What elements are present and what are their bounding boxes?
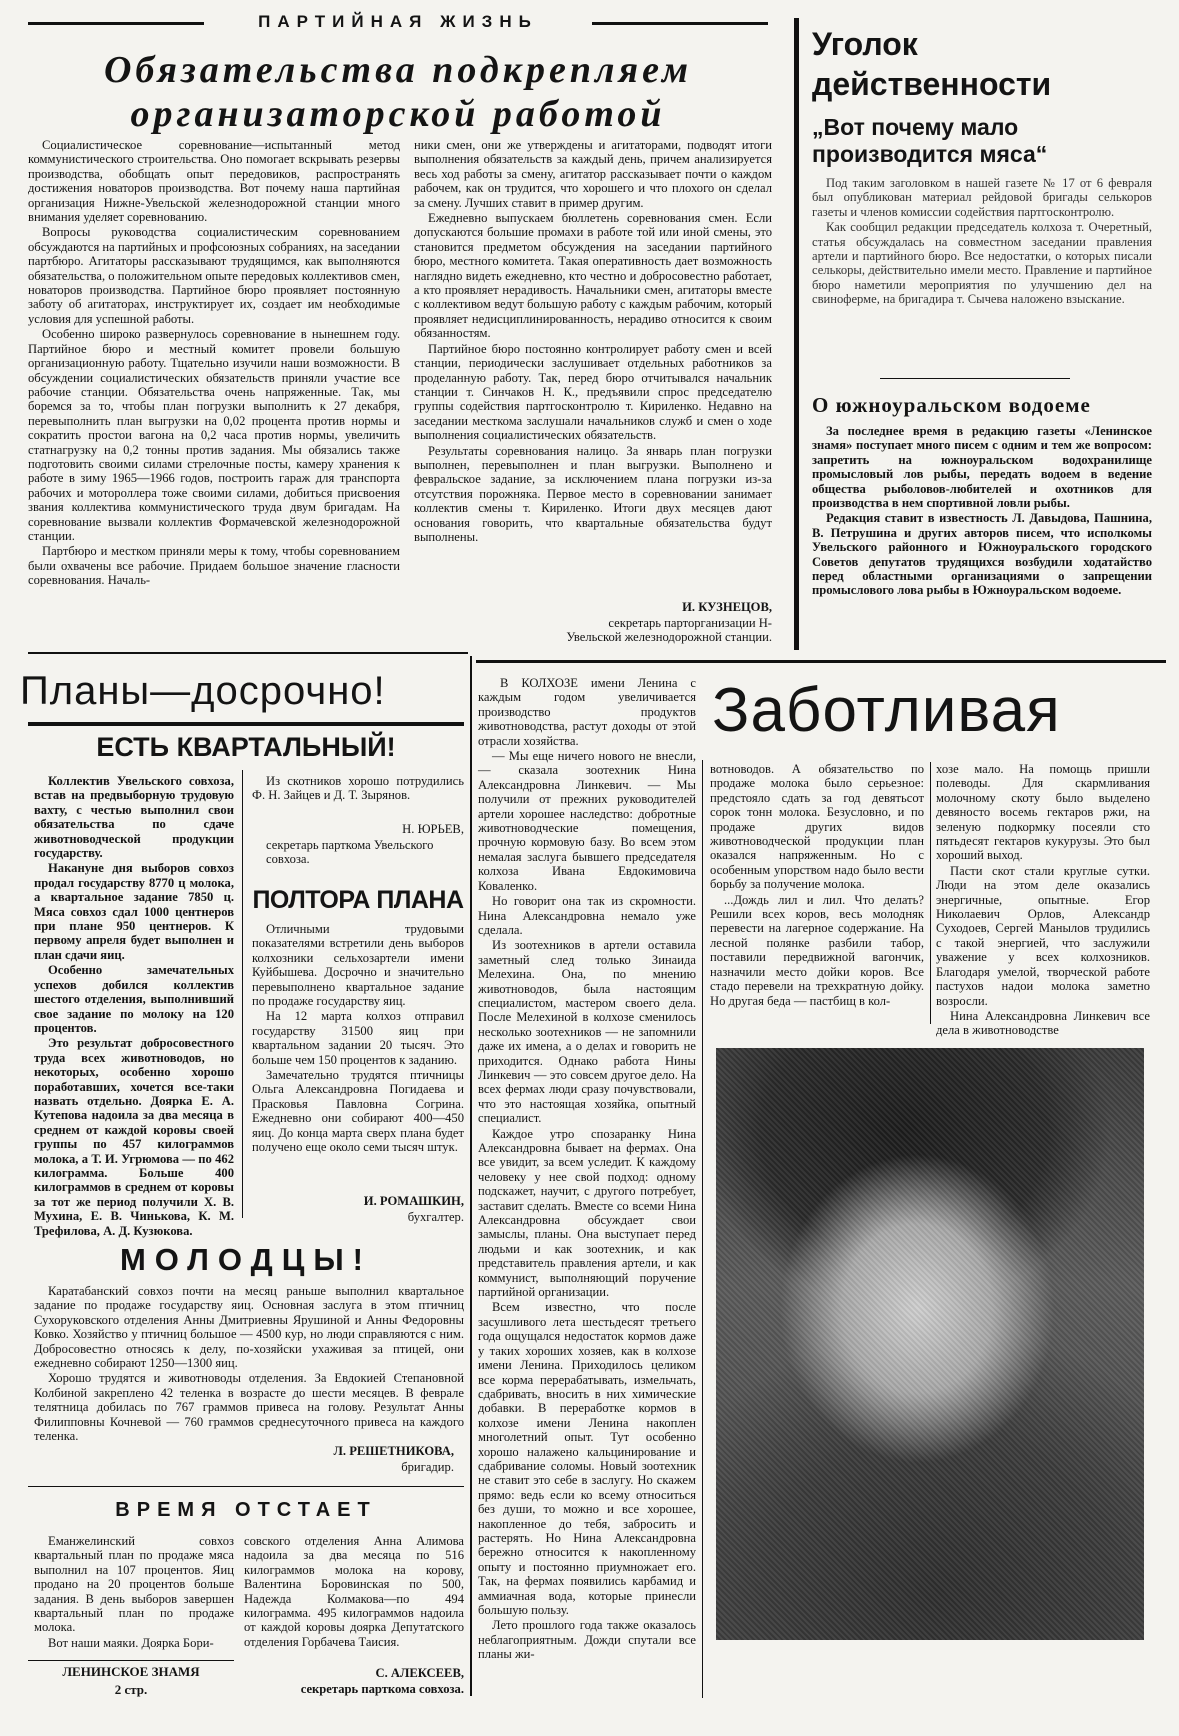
header-rule-left <box>28 22 204 25</box>
paragraph: — Мы еще ничего нового не внесли, — сказала зоотехник Нина Александровна Линкевич. — Мы получили от прежних руководителей артели хорошее наследство: добротные животноводческие помещения, прочную кормовую базу. Во всем этом немалая заслуга бывшего председателя колхоза Ивана Евдокимовича Коваленко. <box>478 749 696 893</box>
paragraph: На 12 марта колхоз отправил государству 31500 яиц при квартальном задании 20 тысяч. Это больше чем 150 процентов к заданию. <box>252 1009 464 1067</box>
well-done-body <box>34 1284 464 1460</box>
paragraph: Особенно широко развернулось соревнование в нынешнем году. Партийное бюро и местный комитет провели большую организационную работу. Тщательно изучили наши возможности. В обсуждении социалистических обязательств приняли участие все рабочие станции. Обязательства очень напряженные. Так, мы боремся за то, чтобы план погрузки выполнить к 27 декабря, перевыполнить план выгрузки на 0,02 процента против нормы и сократить простои вагона на 0,2 часа против нормы, увеличить статнагрузку на 0,2 тонны против задания. Мы обязались также подготовить своими силами стрелочные посты, камеру хранения к работе в зиму 1965—1966 годов, построить гараж для транспорта рабочих и мотороллера тоже своими силами, добиться присвоения звания коллектива коммунистического труда двум бригадам. На соревнование вызвали коллектив Формачевской железнодорожной станции. <box>28 327 400 543</box>
paragraph: Всем известно, что после засушливого лета шестьдесят третьего года ощущался недостаток кормов даже у таких хороших хозяев, как в колхозе имени Ленина. Приходилось целиком все корма перерабатывать, измельчать, сдабривать, вносить в них химические добавки. В переработке кормов в колхозе имени Ленина накоплен многолетний опыт. Тут особенно хорошо налажено кальцинирование и сдабривание соломы. Новый зоотехник не ставит это себе в заслугу. Но скажем прямо: ведь если ко всему относиться без души, то можно и все хорошее, накопленное до тебя, забросить и растерять. Но Нина Александровна бережно относится к накопленному опыту и постоянно приумножает его. Так, на фермах появились карбамид и аммиачная вода, которые принесли большую пользу. <box>478 1300 696 1617</box>
well-done-title: МОЛОДЦЫ! <box>119 1242 373 1277</box>
paragraph: совского отделения Анна Алимова надоила за два месяца по 516 килограммов молока на корову, Валентина Боровинская по 500, Надежда Колмакова—по 494 килограмма. 495 килограммов надоила от каждой коровы доярка Депутатского отделения Горбачева Таисия. <box>244 1534 464 1649</box>
time-signature: С. АЛЕКСЕЕВ, <box>375 1666 464 1680</box>
paragraph: За последнее время в редакцию газеты «Ленинское знамя» поступает много писем с одним и тем же вопросом: запретить на южноуральском водохранилище промысловый лов рыбы, передать водоем в ведение общества рыболовов-любителей и охотников для производства в нем спортивной ловли рыбы. <box>812 424 1152 511</box>
party-headline-line2: организаторской работой <box>130 93 666 135</box>
one-half-title: ПОЛТОРА ПЛАНА <box>252 886 464 914</box>
divider-middle-left <box>28 652 468 654</box>
corner-title-line2: действенности <box>812 66 1052 102</box>
corner-body <box>812 176 1152 388</box>
paragraph: Замечательно трудятся птичницы Ольга Александровна Погидаева и Прасковья Павловна Согрина. Ежедневно они собирают 400—450 яиц. До конца марта сверх плана будет получено еще около семи тысяч штук. <box>252 1068 464 1155</box>
caring-col1 <box>478 676 696 1698</box>
divider-middle-right <box>476 660 1166 663</box>
paragraph: Вопросы руководства социалистическим соревнованием обсуждаются на партийных и профсоюзных собраниях, на заседании партбюро. Агитаторы рассказывают трудящимся, как выполняются обязательства, о положительном опыте передовых коллективов смен, новаторов производства. Партийное бюро проявляет постоянную заботу об агитаторах, инструктирует их, создает им необходимые условия для успешной работы. <box>28 225 400 326</box>
time-signature-title: секретарь парткома совхоза. <box>300 1682 464 1696</box>
paragraph: Это результат добросовестного труда всех животноводов, но некоторых, особенно хорошо поработавших, хочется все-таки назвать отдельно. Доярка Е. А. Кутепова надоила за два месяца в среднем от каждой коровы своей группы по 457 килограммов молока, а Т. И. Угрюмова — по 462 килограмма. Больше 400 килограммов в среднем от коровы за тот же период получили Х. В. Мухина, Е. В. Чинькова, К. М. Трефилова, А. Д. Кузюкова. <box>34 1036 234 1238</box>
caring-title: Заботливая <box>712 676 1061 745</box>
corner-subtitle: „Вот почему мало производится мяса“ <box>812 114 1048 167</box>
well-done-signature: Л. РЕШЕТНИКОВА, <box>333 1444 454 1458</box>
footer-page-number: 2 стр. <box>114 1682 148 1697</box>
corner-divider <box>880 378 1070 379</box>
time-title: ВРЕМЯ ОТСТАЕТ <box>115 1499 377 1521</box>
paragraph: Хорошо трудятся и животноводы отделения. За Евдокией Степановной Колбиной закреплено 42 теленка в возрасте до шести месяцев. В феврале телятница добилась по 767 граммов привеса на голову. Результат Анны Филипповны Кочневой — 760 граммов среднесуточного привеса на каждого теленка. <box>34 1371 464 1444</box>
paragraph: Партийное бюро постоянно контролирует работу смен и всей станции, периодически заслушивает отдельных работников за проделанную работу. Так, перед бюро отчитывался начальник станции т. Синчаков Н. К., предъявили спрос председателю группы содействия партгосконтролю т. Кириленко. Недавно на заседании месткома заслушали начальников служб и смен о ходе выполнения социалистических обязательств. <box>414 341 772 443</box>
paragraph: ники смен, они же утверждены и агитаторами, подводят итоги выполнения обязательств за каждый день, причем анализируется весь ход работы за смену, агитатор рассказывает почти о каждом рабочем, как он трудится, что хорошего и что плохого он сделал за смену. Лучших ставит в пример другим. <box>414 138 772 210</box>
corner-title-line1: Уголок <box>812 26 918 62</box>
paragraph: Из зоотехников в артели оставила заметный след только Зинаида Мелехина. Она, по мнению животноводов, была настоящим специалистом, мастером своего дела. После Мелехиной в колхозе сменилось несколько зоотехников — не запомнили даже их имена, а о делах и говорить не приходится. Однако работа Нины Линкевич — это совсем другое дело. На всех фермах люди сразу почувствовали, что это настоящая хозяйка, опытный специалист. <box>478 938 696 1126</box>
paragraph: Вот наши маяки. Доярка Бори- <box>48 1635 214 1650</box>
lake-title: О южноуральском водоеме <box>812 393 1091 417</box>
time-col2 <box>244 1534 464 1654</box>
party-signature-title: секретарь парторганизации Н-Увельской железнодорожной станции. <box>566 616 772 645</box>
one-half-body <box>252 922 464 1192</box>
paragraph: Но говорит она так из скромности. Нина Александровна немало уже сделала. <box>478 894 696 937</box>
paragraph: В КОЛХОЗЕ имени Ленина с каждым годом увеличивается производство продуктов животноводства, растут доходы от этой отрасли хозяйства. <box>478 676 696 748</box>
paragraph: Отличными трудовыми показателями встретили день выборов колхозники сельхозартели имени Куйбышева. Досрочно и значительно перевыполнено квартальное задание по продаже государству яиц. <box>252 922 464 1009</box>
paragraph: Редакция ставит в известность Л. Давыдова, Пашнина, В. Петрушина и других авторов писем, что исполкомы Увельского районного и Южноуральского городского Советов депутатов трудящихся возбудили ходатайство перед областными организациями о запрещении промыслового лова рыбы в Южноуральском водоеме. <box>812 511 1152 598</box>
paragraph: Коллектив Увельского совхоза, встав на предвыборную трудовую вахту, с честью выполнил свои обязательства по сдаче животноводческой продукции государству. <box>34 774 234 861</box>
paragraph: Лето прошлого года также оказалось неблагоприятным. Дожди спутали все планы жи- <box>478 1618 696 1662</box>
time-top-rule <box>28 1486 464 1487</box>
paragraph: Партбюро и местком приняли меры к тому, чтобы соревнованием были охвачены все рабочие. Придаем большое значение гласности соревнования. Началь- <box>28 544 400 588</box>
plans-col1 <box>34 774 234 1238</box>
party-article-col2 <box>414 138 772 586</box>
plans-signature: Н. ЮРЬЕВ, <box>402 822 464 836</box>
paragraph: Ежедневно выпускаем бюллетень соревнования смен. Если допускаются большие промахи в работе той или иной смены, это становится предметом обсуждения на заседании партийного бюро, местного комитета. Такая оперативность дает возможность наглядно видеть ежедневно, кто честно и добросовестно работает, а кто проявляет нерадивость. Начальники смен, агитаторы вместе с коллективом ведут большую работу с каждым рабочим, который проявляет недисциплинированность, нерадиво относится к своим обязанностям. <box>414 211 772 341</box>
plans-column-rule <box>242 770 243 1218</box>
paragraph: Накануне дня выборов совхоз продал государству 8770 ц молока, а квартальное задание 7850 ц. Мяса совхоз сдал 1000 центнеров при плане 950 центнеров. К первому апреля будет выполнен и план сдачи яиц. <box>34 861 234 962</box>
paragraph: Под таким заголовком в нашей газете № 17 от 6 февраля был опубликован материал рейдовой бригады селькоров газеты и членов комиссии содействия партгосконтролю. <box>812 176 1152 219</box>
plans-title: Планы—досрочно! <box>20 669 386 713</box>
time-col1 <box>34 1534 234 1684</box>
paragraph: ...Дождь лил и лил. Что делать? Решили всех коров, весь молодняк перевести на лагерное содержание. На лесной полянке разбили табор, поставили передвижной вагончик, назначили место дойки коров. Все стадо перевели на трехкратную дойку. Но другая беда — пастбищ в кол- <box>710 892 924 1008</box>
party-headline-line1: Обязательства подкрепляем <box>103 49 693 91</box>
paragraph: Из скотников хорошо потрудились Ф. Н. Зайцев и Д. Т. Зырянов. <box>252 774 464 803</box>
portrait-photo <box>716 1048 1144 1640</box>
divider-vertical <box>470 656 472 1696</box>
header-rule-right <box>592 22 768 25</box>
caring-col2 <box>710 762 924 1024</box>
paragraph: Как сообщил редакции председатель колхоза т. Очеретный, статья обсуждалась на совместном заседании правления артели и партийного бюро. Все недостатки, о которых писали селькоры, действительно имели место. Правление и партийное бюро наметили мероприятия по улучшению дел на свиноферме, на бригадира т. Сычева наложено взыскание. <box>812 220 1152 307</box>
party-article-col1 <box>28 138 400 640</box>
section-label: ПАРТИЙНАЯ ЖИЗНЬ <box>258 12 538 31</box>
well-done-signature-title: бригадир. <box>401 1460 454 1474</box>
lake-body <box>812 424 1152 636</box>
one-half-signature: И. РОМАШКИН, <box>363 1194 464 1208</box>
paragraph: Каждое утро спозаранку Нина Александровна бывает на фермах. Она все увидит, за всем уследит. К каждому человеку у нее свой подход: одному подскажет, научит, с другого потребует, заставит сделать. Вместе со всеми Нина Александровна обсуждает свои замыслы, планы. Она выступает перед людьми и как зоотехник, и как представитель правления артели, и как коммунист, выполняющий поручение партийной организации. <box>478 1126 696 1300</box>
paragraph: Особенно замечательных успехов добился коллектив шестого отделения, выполнивший свое задание по молоку на 120 процентов. <box>34 963 234 1035</box>
paragraph: вотноводов. А обязательство по продаже молока было серьезное: предстояло сдать за год девятьсот сорок тонн молока. Безусловно, и по продаже других видов животноводческой продукции план оказался напряженным. Но с особенным упорством надо было вести борьбу за получение молока. <box>710 762 924 892</box>
caring-col3 <box>936 762 1150 1038</box>
paragraph: Еманжелинский совхоз квартальный план по продаже мяса выполнил на 107 процентов. Яиц продано на 20 процентов больше задания. В день выборов завершен квартальный план по продаже молока. <box>34 1534 234 1635</box>
caring-column-rule <box>702 760 703 1698</box>
paragraph: Результаты соревнования налицо. За январь план погрузки выполнен, перевыполнен и план выгрузки. Выполнено и февральское задание, за исключением плана погрузки из-за отсутствия порожняка. Первое место в соревновании занимает коллектив смены т. Кириленко. Итоги двух месяцев дают основания говорить, что квартальные обязательства будут выполнены. <box>414 443 772 544</box>
footer-paper-name: ЛЕНИНСКОЕ ЗНАМЯ <box>62 1664 200 1679</box>
paragraph: Нина Александровна Линкевич все дела в животноводстве <box>936 1008 1150 1038</box>
plans-signature-title: секретарь парткома Увельского совхоза. <box>266 838 434 867</box>
party-signature: И. КУЗНЕЦОВ, <box>682 600 772 614</box>
paragraph: Социалистическое соревнование—испытанный метод коммунистического строительства. Оно помогает вскрывать резервы производства, обобщать опыт передовиков, распространять достижения новаторов производства. Вот почему наша партийная организация Нижне-Увельской железнодорожной станции много внимания уделяет соревнованию. <box>28 138 400 225</box>
corner-frame-bar <box>794 18 799 650</box>
caring-column-rule-2 <box>930 762 931 1024</box>
plans-col2 <box>252 774 464 822</box>
plans-rule <box>28 722 464 726</box>
paragraph: Пасти скот стали круглые сутки. Люди на этом деле оказались энергичные, опытные. Егор Николаевич Орлов, Александр Суходоев, Сергей Манылов трудились с такой энергией, что заслужили уважение у всех колхозников. Благодаря умелой, творческой работе пастухов надои молока заметно возросли. <box>936 863 1150 1008</box>
footer-rule <box>28 1660 234 1661</box>
one-half-signature-title: бухгалтер. <box>407 1210 464 1224</box>
paragraph: Каратабанский совхоз почти на месяц раньше выполнил квартальное задание по продаже государству яиц. Основная заслуга в этом птичниц Сухоруковского отделения Анны Дмитриевны Ярушиной и Анны Федоровны Ковко. Хозяйство у птичниц большое — 4500 кур, но люди справляются с ним. Добросовестно относясь к делу, по-хозяйски ухаживая за птицей, они ежедневно собирают 1250—1300 яиц. <box>34 1284 464 1371</box>
paragraph: хозе мало. На помощь пришли полеводы. Для скармливания молочному скоту было выделено девяносто восемь гектаров ржи, на зеленую подкормку посеяли сто пятьдесят гектаров кукурузы. Это был хороший выход. <box>936 762 1150 863</box>
plans-subtitle: ЕСТЬ КВАРТАЛЬНЫЙ! <box>96 732 396 762</box>
